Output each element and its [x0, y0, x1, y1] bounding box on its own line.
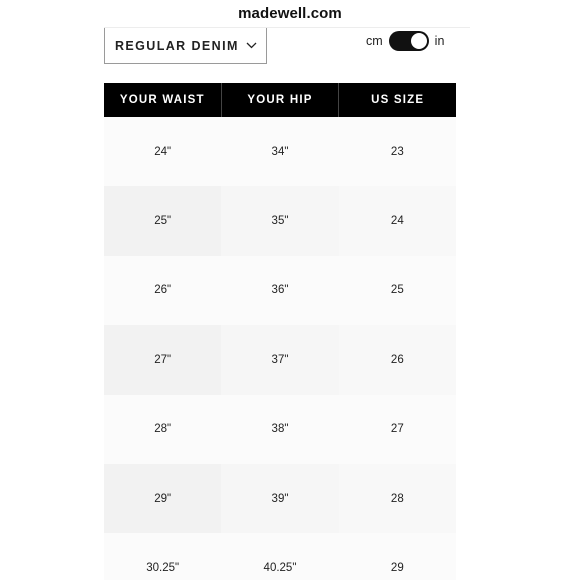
us-size-cell: 26 — [339, 325, 456, 394]
us-size-cell: 25 — [339, 256, 456, 325]
us-size-cell: 27 — [339, 395, 456, 464]
hip-cell: 38" — [221, 395, 338, 464]
waist-cell: 28" — [104, 395, 221, 464]
unit-in-label[interactable]: in — [434, 34, 445, 48]
header-your-hip: YOUR HIP — [221, 83, 339, 117]
unit-switch-knob — [411, 33, 427, 49]
table-row — [104, 464, 456, 533]
hip-cell: 34" — [221, 117, 338, 186]
table-row — [104, 256, 456, 325]
site-domain-header: madewell.com — [238, 4, 342, 22]
chevron-down-icon — [246, 42, 257, 49]
hip-cell: 37" — [221, 325, 338, 394]
table-row — [104, 117, 456, 186]
hip-cell: 39" — [221, 464, 338, 533]
hip-cell: 36" — [221, 256, 338, 325]
waist-cell: 26" — [104, 256, 221, 325]
fit-dropdown[interactable] — [104, 28, 267, 64]
table-body — [104, 117, 456, 580]
us-size-cell: 28 — [339, 464, 456, 533]
waist-cell: 27" — [104, 325, 221, 394]
waist-cell: 24" — [104, 117, 221, 186]
unit-toggle — [366, 32, 444, 50]
hip-cell: 35" — [221, 186, 338, 255]
table-row — [104, 186, 456, 255]
table-header-row — [104, 83, 456, 117]
header-your-waist: YOUR WAIST — [104, 83, 221, 117]
us-size-cell: 29 — [339, 533, 456, 580]
waist-cell: 25" — [104, 186, 221, 255]
table-row — [104, 395, 456, 464]
table-row — [104, 533, 456, 580]
fit-dropdown-label: REGULAR DENIM — [115, 38, 239, 53]
header-us-size: US SIZE — [338, 83, 456, 117]
hip-cell: 40.25" — [221, 533, 338, 580]
waist-cell: 29" — [104, 464, 221, 533]
us-size-cell: 23 — [339, 117, 456, 186]
waist-cell: 30.25" — [104, 533, 221, 580]
unit-switch[interactable] — [389, 31, 429, 51]
table-row — [104, 325, 456, 394]
us-size-cell: 24 — [339, 186, 456, 255]
unit-cm-label[interactable]: cm — [366, 34, 383, 48]
size-chart-table — [104, 83, 456, 580]
